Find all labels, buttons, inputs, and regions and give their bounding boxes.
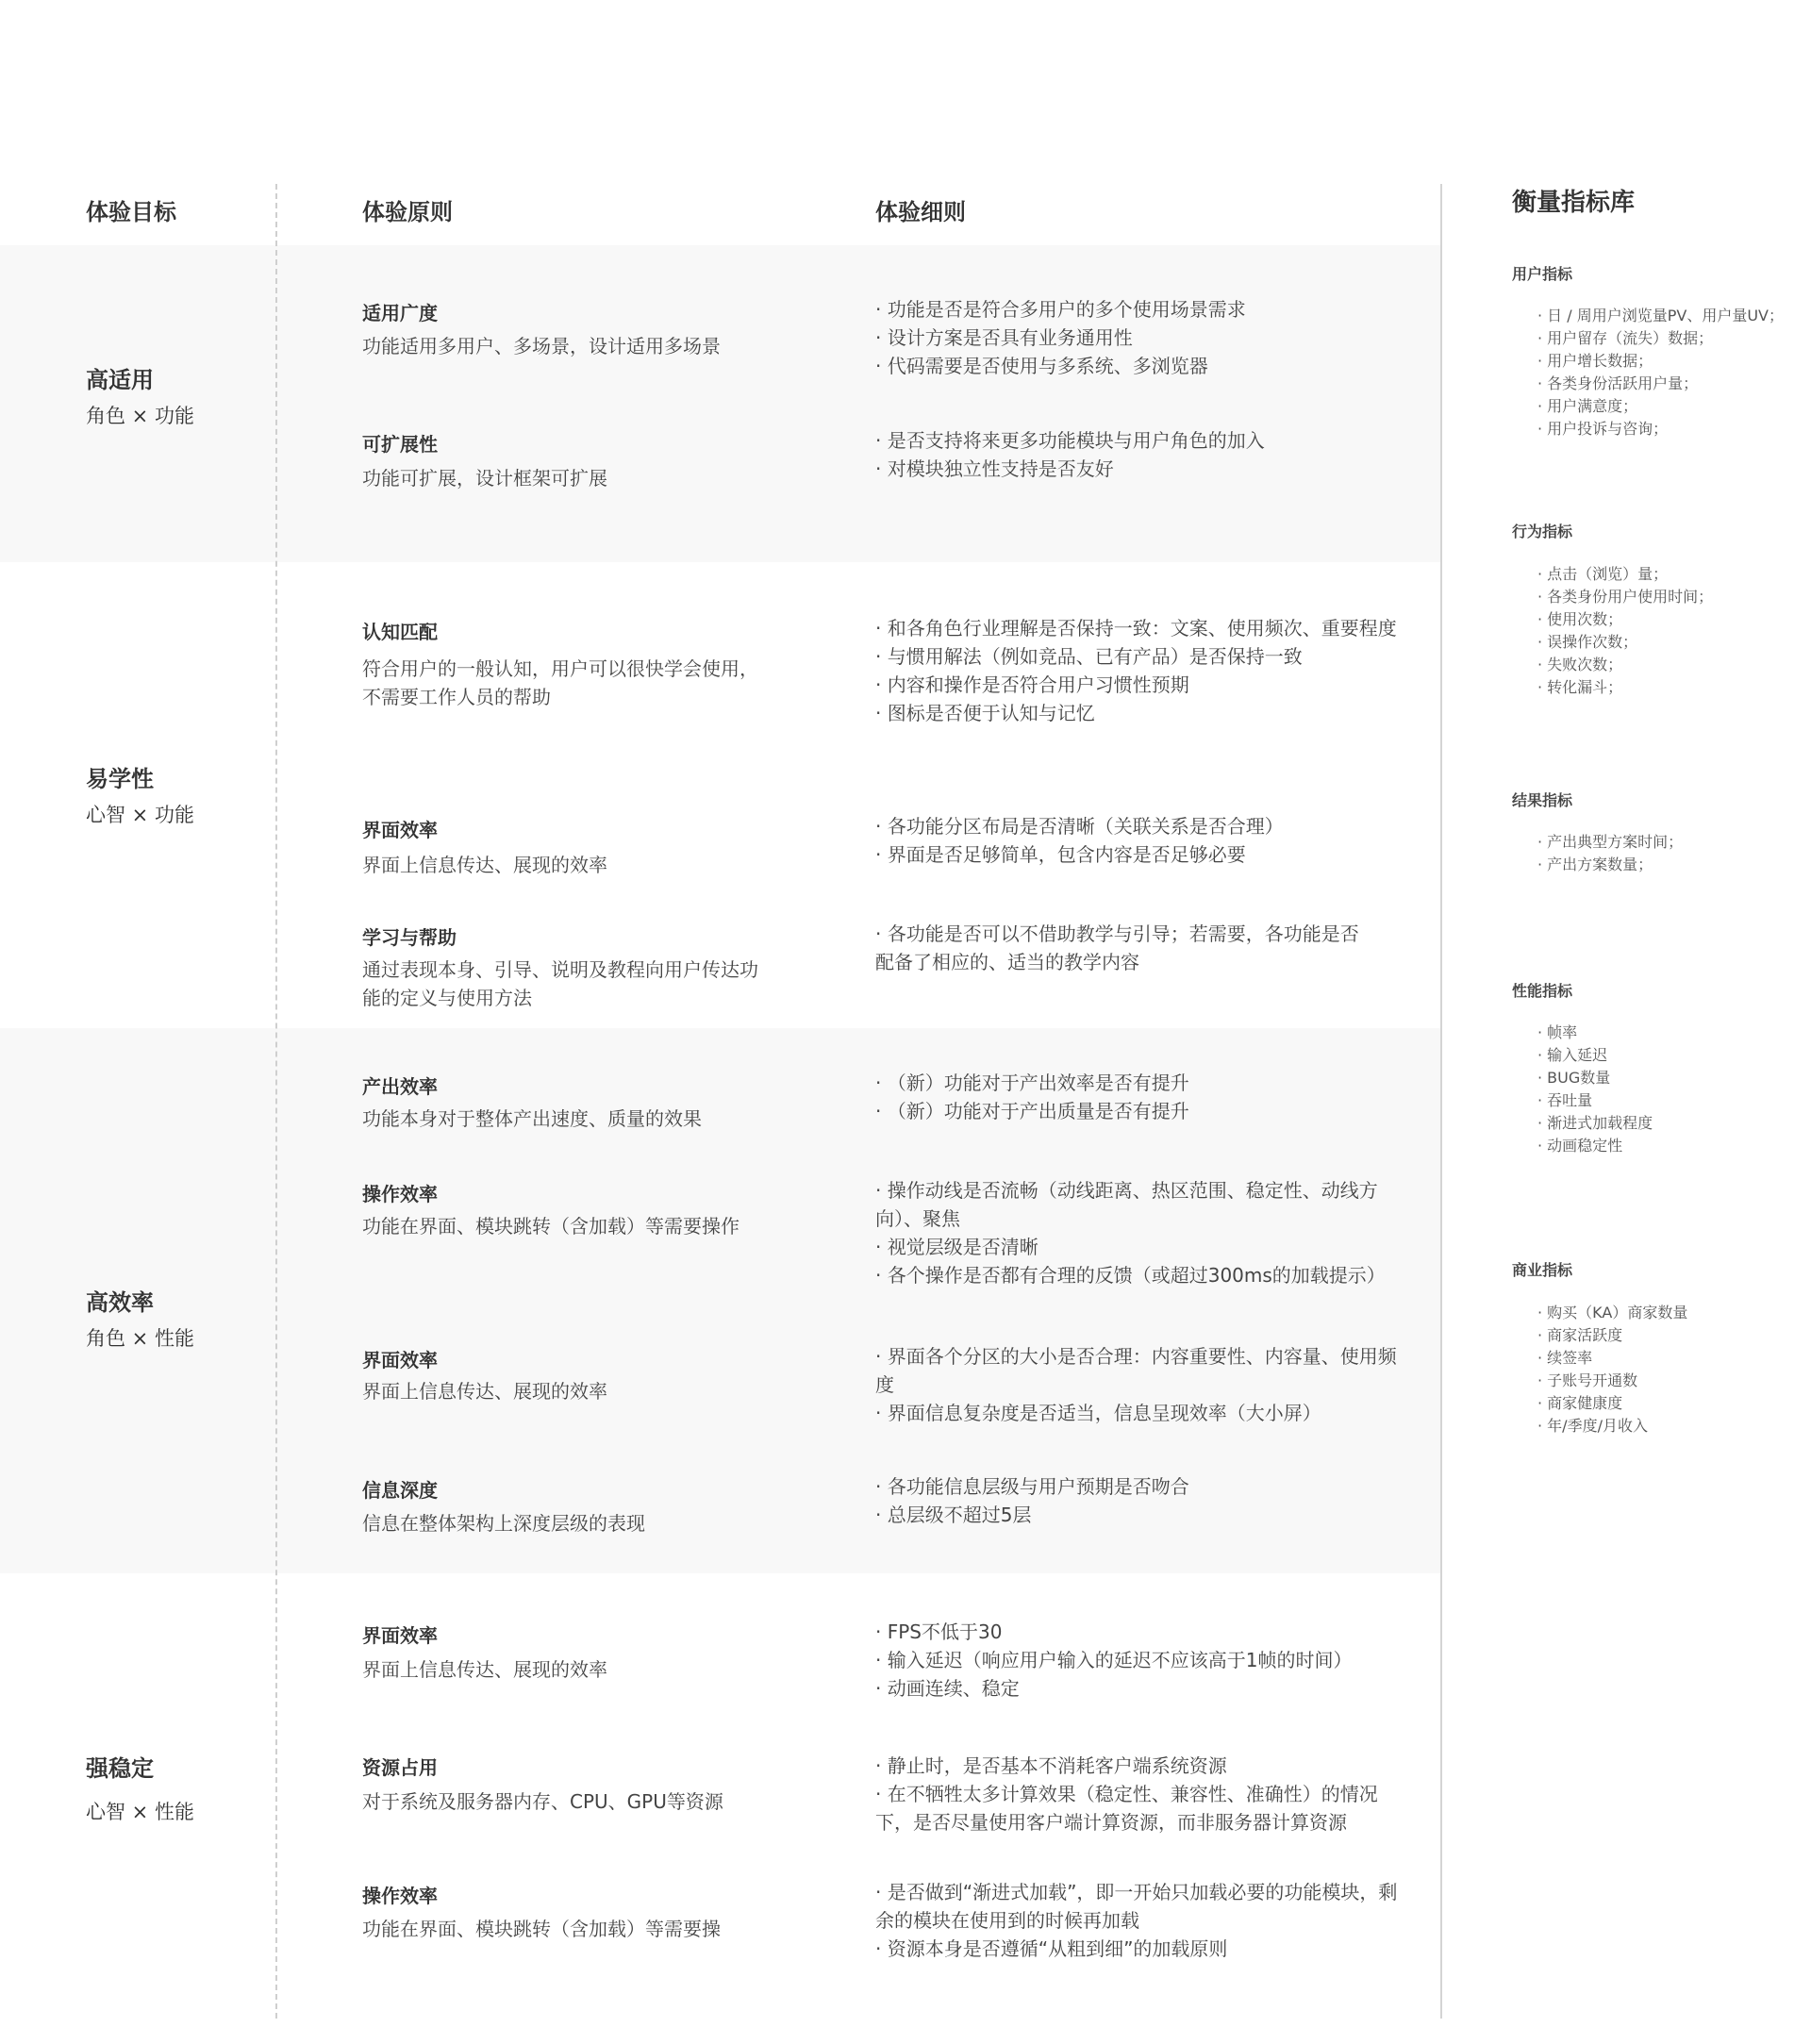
detail-line: · 各功能分区布局是否清晰（关联关系是否合理） xyxy=(875,815,1284,838)
principle-desc: 对于系统及服务器内存、CPU、GPU等资源 xyxy=(362,1790,723,1813)
detail-line: · 输入延迟（响应用户输入的延迟不应该高于1帧的时间） xyxy=(875,1649,1353,1671)
detail-line: · （新）功能对于产出效率是否有提升 xyxy=(875,1072,1189,1094)
principle-desc: 通过表现本身、引导、说明及教程向用户传达功能的定义与使用方法 xyxy=(362,958,758,1009)
principle-title: 资源占用 xyxy=(362,1756,438,1779)
metric-item: · 使用次数； xyxy=(1537,610,1623,628)
metric-item: · 用户投诉与咨询； xyxy=(1537,420,1669,438)
principle-title: 界面效率 xyxy=(362,1349,438,1371)
detail-line: · 功能是否是符合多用户的多个使用场景需求 xyxy=(875,298,1246,321)
header-metrics: 衡量指标库 xyxy=(1512,189,1636,217)
detail-line: · 界面各个分区的大小是否合理：内容重要性、内容量、使用频度 xyxy=(875,1345,1397,1396)
principle-details xyxy=(875,1069,1404,1125)
principle-details xyxy=(875,614,1404,727)
detail-line: · 静止时，是否基本不消耗客户端系统资源 xyxy=(875,1754,1227,1777)
goal-subtitle: 角色 × 性能 xyxy=(86,1327,194,1350)
principle-desc: 功能本身对于整体产出速度、质量的效果 xyxy=(362,1107,702,1130)
principle-details xyxy=(875,1176,1404,1289)
metric-item: · 点击（浏览）量； xyxy=(1537,565,1669,583)
principle-details xyxy=(875,1342,1404,1427)
detail-line: · 各功能信息层级与用户预期是否吻合 xyxy=(875,1475,1189,1498)
principle-desc: 信息在整体架构上深度层级的表现 xyxy=(362,1512,645,1535)
principle-desc: 界面上信息传达、展现的效率 xyxy=(362,1658,607,1681)
column-divider-solid xyxy=(1440,184,1442,2019)
principle-details xyxy=(875,920,1366,976)
principle-title: 学习与帮助 xyxy=(362,926,457,949)
detail-line: · 对模块独立性支持是否友好 xyxy=(875,457,1114,480)
metric-category-title: 结果指标 xyxy=(1512,791,1573,809)
goal-title: 高效率 xyxy=(86,1289,154,1316)
metric-item: · 各类身份用户使用时间； xyxy=(1537,588,1714,606)
principle-desc: 功能适用多用户、多场景，设计适用多场景 xyxy=(362,335,721,357)
metric-item: · 用户增长数据； xyxy=(1537,352,1653,370)
row-band-adaptability xyxy=(0,245,1441,562)
metric-item: · 输入延迟 xyxy=(1537,1046,1608,1064)
metric-item: · 商家健康度 xyxy=(1537,1394,1623,1412)
principle-title: 可扩展性 xyxy=(362,433,438,456)
metric-item: · 帧率 xyxy=(1537,1023,1578,1041)
principle-details xyxy=(875,295,1404,380)
metric-category-title: 行为指标 xyxy=(1512,523,1573,540)
header-detail: 体验细则 xyxy=(875,199,966,225)
principle-details xyxy=(875,1878,1404,1963)
metric-list xyxy=(1537,1022,1792,1157)
detail-line: · 各个操作是否都有合理的反馈（或超过300ms的加载提示） xyxy=(875,1264,1386,1287)
detail-line: · 图标是否便于认知与记忆 xyxy=(875,702,1095,724)
header-goal: 体验目标 xyxy=(86,199,176,225)
metric-item: · 渐进式加载程度 xyxy=(1537,1114,1653,1132)
metric-item: · 转化漏斗； xyxy=(1537,678,1623,696)
metric-item: · 日 / 周用户浏览量PV、用户量UV； xyxy=(1537,307,1784,324)
detail-line: · （新）功能对于产出质量是否有提升 xyxy=(875,1100,1189,1122)
metric-category-title: 用户指标 xyxy=(1512,265,1573,283)
principle-desc: 功能可扩展，设计框架可扩展 xyxy=(362,467,607,490)
metric-item: · 用户满意度； xyxy=(1537,397,1638,415)
principle-desc: 界面上信息传达、展现的效率 xyxy=(362,854,607,876)
metric-item: · 误操作次数； xyxy=(1537,633,1638,651)
goal-title: 强稳定 xyxy=(86,1755,154,1782)
metric-item: · 产出方案数量； xyxy=(1537,856,1653,873)
detail-line: · 动画连续、稳定 xyxy=(875,1677,1020,1700)
goal-title: 高适用 xyxy=(86,367,154,393)
principle-title: 界面效率 xyxy=(362,1624,438,1647)
principle-title: 界面效率 xyxy=(362,819,438,841)
detail-line: · 资源本身是否遵循“从粗到细”的加载原则 xyxy=(875,1937,1228,1960)
principle-desc: 符合用户的一般认知，用户可以很快学会使用，不需要工作人员的帮助 xyxy=(362,657,758,708)
metric-item: · 子账号开通数 xyxy=(1537,1371,1638,1389)
metric-item: · 吞吐量 xyxy=(1537,1091,1593,1109)
principle-desc: 功能在界面、模块跳转（含加载）等需要操 xyxy=(362,1918,721,1940)
metric-item: · 续签率 xyxy=(1537,1349,1593,1367)
principle-desc: 界面上信息传达、展现的效率 xyxy=(362,1380,607,1403)
header-principle: 体验原则 xyxy=(362,199,453,225)
metric-list xyxy=(1537,563,1792,699)
metric-item: · 商家活跃度 xyxy=(1537,1326,1623,1344)
metric-list xyxy=(1537,831,1792,876)
goal-subtitle: 心智 × 功能 xyxy=(86,804,194,826)
detail-line: · 是否支持将来更多功能模块与用户角色的加入 xyxy=(875,429,1265,452)
metric-category-title: 性能指标 xyxy=(1512,982,1573,1000)
detail-line: · 在不牺牲太多计算效果（稳定性、兼容性、准确性）的情况下，是否尽量使用客户端计算资源，而非服务器计算资源 xyxy=(875,1783,1378,1834)
principle-title: 信息深度 xyxy=(362,1479,438,1502)
principle-title: 操作效率 xyxy=(362,1885,438,1907)
metric-item: · 年/季度/月收入 xyxy=(1537,1417,1648,1435)
principle-details xyxy=(875,812,1404,869)
metric-category-title: 商业指标 xyxy=(1512,1261,1573,1279)
metric-list xyxy=(1537,1302,1792,1437)
goal-title: 易学性 xyxy=(86,766,154,792)
metric-list xyxy=(1537,305,1792,440)
detail-line: · 代码需要是否使用与多系统、多浏览器 xyxy=(875,355,1208,377)
column-divider-dashed xyxy=(275,184,277,2019)
principle-title: 操作效率 xyxy=(362,1183,438,1205)
metric-item: · BUG数量 xyxy=(1537,1069,1611,1087)
principle-title: 认知匹配 xyxy=(362,621,438,643)
detail-line: · 视觉层级是否清晰 xyxy=(875,1236,1038,1258)
principle-details xyxy=(875,426,1404,483)
goal-subtitle: 心智 × 性能 xyxy=(86,1801,194,1823)
detail-line: · 界面是否足够简单，包含内容是否足够必要 xyxy=(875,843,1246,866)
principle-details xyxy=(875,1472,1404,1529)
detail-line: · 设计方案是否具有业务通用性 xyxy=(875,326,1133,349)
detail-line: · 内容和操作是否符合用户习惯性预期 xyxy=(875,673,1189,696)
principle-title: 适用广度 xyxy=(362,302,438,324)
metric-item: · 失败次数； xyxy=(1537,656,1623,673)
metric-item: · 产出典型方案时间； xyxy=(1537,833,1684,851)
detail-line: · 界面信息复杂度是否适当，信息呈现效率（大小屏） xyxy=(875,1402,1321,1424)
detail-line: · 和各角色行业理解是否保持一致：文案、使用频次、重要程度 xyxy=(875,617,1397,640)
detail-line: · 操作动线是否流畅（动线距离、热区范围、稳定性、动线方向）、聚焦 xyxy=(875,1179,1378,1230)
detail-line: · 是否做到“渐进式加载”，即一开始只加载必要的功能模块，剩余的模块在使用到的时候再加载 xyxy=(875,1881,1398,1932)
principle-desc: 功能在界面、模块跳转（含加载）等需要操作 xyxy=(362,1215,739,1238)
detail-line: · FPS不低于30 xyxy=(875,1620,1003,1643)
metric-item: · 购买（KA）商家数量 xyxy=(1537,1304,1688,1321)
principle-details xyxy=(875,1752,1404,1836)
principle-title: 产出效率 xyxy=(362,1075,438,1098)
metric-item: · 用户留存（流失）数据； xyxy=(1537,329,1714,347)
detail-line: · 与惯用解法（例如竞品、已有产品）是否保持一致 xyxy=(875,645,1303,668)
principle-details xyxy=(875,1618,1404,1703)
metric-item: · 动画稳定性 xyxy=(1537,1137,1623,1155)
detail-line: · 总层级不超过5层 xyxy=(875,1504,1032,1526)
metric-item: · 各类身份活跃用户量； xyxy=(1537,374,1699,392)
detail-line: · 各功能是否可以不借助教学与引导；若需要，各功能是否配备了相应的、适当的教学内容 xyxy=(875,922,1359,973)
goal-subtitle: 角色 × 功能 xyxy=(86,405,194,427)
